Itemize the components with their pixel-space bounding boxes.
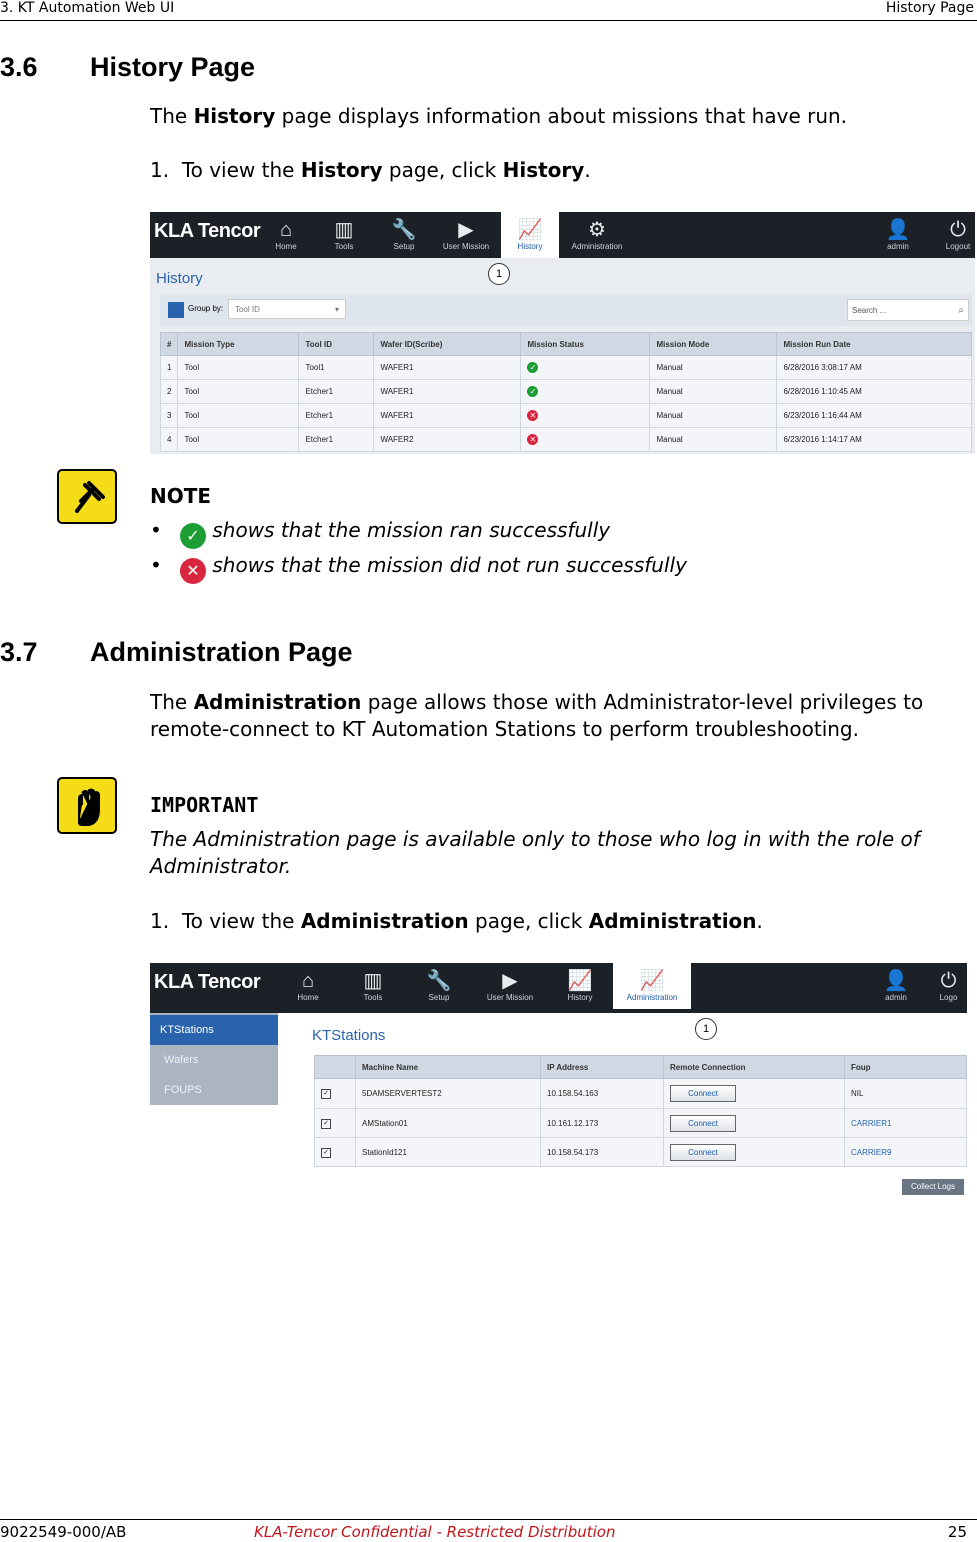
administration-step-1: 1. To view the Administration page, click Administration.: [150, 909, 763, 933]
history-content: [150, 258, 975, 454]
section-heading-administration: [0, 637, 977, 673]
table-row[interactable]: ✓ StationId121 10.158.54.173 Connect CARRIER9: [315, 1138, 967, 1167]
chevron-down-icon: ▾: [334, 305, 339, 314]
page-number: 25: [947, 1523, 967, 1541]
running-header: [0, 0, 977, 21]
nav-logout[interactable]: ⏻ Logout: [930, 212, 975, 258]
group-by-select[interactable]: Tool ID ▾: [228, 299, 346, 319]
section-title: History Page: [90, 52, 256, 82]
section-title: Administration Page: [90, 637, 353, 667]
chart-icon: 📈: [639, 970, 665, 992]
home-icon: ⌂: [301, 970, 315, 992]
callout-1: 1: [488, 263, 510, 285]
history-screenshot: [150, 212, 975, 454]
nav-logout[interactable]: ⏻ Logo: [930, 963, 967, 1009]
important-text: The Administration page is available only to those who log in with the role of Administrator.: [150, 827, 920, 878]
power-icon: ⏻: [950, 219, 966, 241]
nav-administration[interactable]: ⚙ Administration: [566, 212, 628, 258]
tools-icon: ▥: [334, 219, 354, 241]
history-intro: The History page displays information about missions that have run.: [150, 104, 848, 128]
top-navbar: [150, 963, 967, 1013]
sidebar-item-ktstations[interactable]: KTStations: [150, 1015, 278, 1045]
nav-history[interactable]: 📈 History: [552, 963, 608, 1009]
success-check-icon: ✓: [180, 523, 206, 549]
important-label: IMPORTANT: [150, 793, 259, 817]
administration-content: [150, 1013, 967, 1197]
section-number: 3.6: [0, 52, 38, 82]
sidebar-item-foups[interactable]: FOUPS: [164, 1084, 202, 1096]
wrench-icon: 🔧: [426, 970, 452, 992]
page-footer: [0, 1519, 977, 1541]
table-row[interactable]: 1 Tool Tool1 WAFER1 ✓ Manual 6/28/2016 3:08:17 AM: [161, 356, 972, 380]
connect-button[interactable]: Connect: [670, 1144, 736, 1161]
nav-user[interactable]: 👤 admin: [870, 212, 926, 258]
table-row[interactable]: ✓ 5DAMSERVERTEST2 10.158.54.163 Connect NIL: [315, 1079, 967, 1109]
table-row[interactable]: 2 Tool Etcher1 WAFER1 ✓ Manual 6/28/2016 1:10:45 AM: [161, 380, 972, 404]
connect-button[interactable]: Connect: [670, 1085, 736, 1102]
admin-icon: ⚙: [588, 219, 606, 241]
chart-icon: 📈: [517, 219, 543, 241]
table-row[interactable]: ✓ AMStation01 10.161.12.173 Connect CARRIER1: [315, 1109, 967, 1138]
section-heading-history: [0, 52, 977, 88]
collect-logs-button[interactable]: Collect Logs: [902, 1179, 964, 1195]
tools-icon: ▥: [363, 970, 383, 992]
ktstations-page-title: KTStations: [312, 1027, 386, 1044]
callout-1: 1: [695, 1018, 717, 1040]
section-number: 3.7: [0, 637, 38, 667]
history-table: [160, 332, 972, 452]
chart-icon: 📈: [567, 970, 593, 992]
header-section: History Page: [885, 0, 974, 16]
table-header-row: Machine Name IP Address Remote Connection Foup: [315, 1056, 967, 1079]
sidebar-item-wafers[interactable]: Wafers: [164, 1054, 199, 1066]
row-checkbox[interactable]: ✓: [321, 1119, 331, 1129]
play-icon: ▶: [458, 219, 474, 241]
wrench-icon: 🔧: [391, 219, 417, 241]
note-item-fail: • ✕ shows that the mission did not run successfully: [150, 552, 687, 584]
header-chapter: 3. KT Automation Web UI: [0, 0, 175, 16]
stop-hand-icon: [57, 777, 117, 834]
nav-user-mission[interactable]: ▶ User Mission: [438, 212, 494, 258]
play-icon: ▶: [502, 970, 518, 992]
nav-administration[interactable]: 📈 Administration: [613, 963, 691, 1009]
nav-tools[interactable]: ▥ Tools: [316, 212, 372, 258]
note-label: NOTE: [150, 484, 212, 508]
foup-link[interactable]: CARRIER9: [845, 1138, 967, 1167]
home-icon: ⌂: [279, 219, 293, 241]
kla-tencor-logo: KLA Tencor: [154, 220, 261, 242]
fail-x-icon: ✕: [180, 558, 206, 584]
toolbar: [160, 294, 972, 326]
nav-home[interactable]: ⌂ Home: [258, 212, 314, 258]
success-check-icon: ✓: [527, 362, 538, 373]
user-icon: 👤: [885, 219, 911, 241]
nav-history[interactable]: 📈 History: [501, 212, 559, 258]
group-color-swatch: [168, 302, 184, 318]
fail-x-icon: ✕: [527, 410, 538, 421]
search-icon: ⌕: [958, 305, 964, 316]
pushpin-icon: [57, 469, 117, 524]
nav-home[interactable]: ⌂ Home: [280, 963, 336, 1009]
nav-tools[interactable]: ▥ Tools: [345, 963, 401, 1009]
table-row[interactable]: 3 Tool Etcher1 WAFER1 ✕ Manual 6/23/2016 1:16:44 AM: [161, 404, 972, 428]
nav-setup[interactable]: 🔧 Setup: [411, 963, 467, 1009]
group-by-label: Group by:: [188, 304, 224, 313]
history-page-title: History: [156, 270, 203, 287]
confidentiality-notice: KLA-Tencor Confidential - Restricted Distribution: [254, 1523, 616, 1541]
power-icon: ⏻: [940, 970, 957, 992]
nav-user-mission[interactable]: ▶ User Mission: [480, 963, 540, 1009]
kla-tencor-logo: KLA Tencor: [154, 971, 261, 993]
user-icon: 👤: [883, 970, 909, 992]
connect-button[interactable]: Connect: [670, 1115, 736, 1132]
table-header-row: # Mission Type Tool ID Wafer ID(Scribe) Mission Status Mission Mode Mission Run Date: [161, 333, 972, 356]
doc-number: 9022549-000/AB: [0, 1523, 127, 1541]
top-navbar: [150, 212, 975, 258]
table-row[interactable]: 4 Tool Etcher1 WAFER2 ✕ Manual 6/23/2016 1:14:17 AM: [161, 428, 972, 452]
sidebar: [150, 1013, 278, 1105]
row-checkbox[interactable]: ✓: [321, 1148, 331, 1158]
administration-screenshot: [150, 963, 967, 1197]
row-checkbox[interactable]: ✓: [321, 1089, 331, 1099]
nav-user[interactable]: 👤 admin: [868, 963, 924, 1009]
nav-setup[interactable]: 🔧 Setup: [376, 212, 432, 258]
administration-intro: The Administration page allows those with Administrator-level privileges to remote-connect to KT Automation Stations to perform troubleshooting.: [150, 690, 924, 741]
note-item-success: • ✓ shows that the mission ran successfully: [150, 517, 610, 549]
history-step-1: 1. To view the History page, click History.: [150, 158, 591, 182]
ktstations-table: [314, 1055, 967, 1167]
fail-x-icon: ✕: [527, 434, 538, 445]
search-input[interactable]: Search ... ⌕: [847, 299, 969, 321]
foup-link[interactable]: CARRIER1: [845, 1109, 967, 1138]
success-check-icon: ✓: [527, 386, 538, 397]
